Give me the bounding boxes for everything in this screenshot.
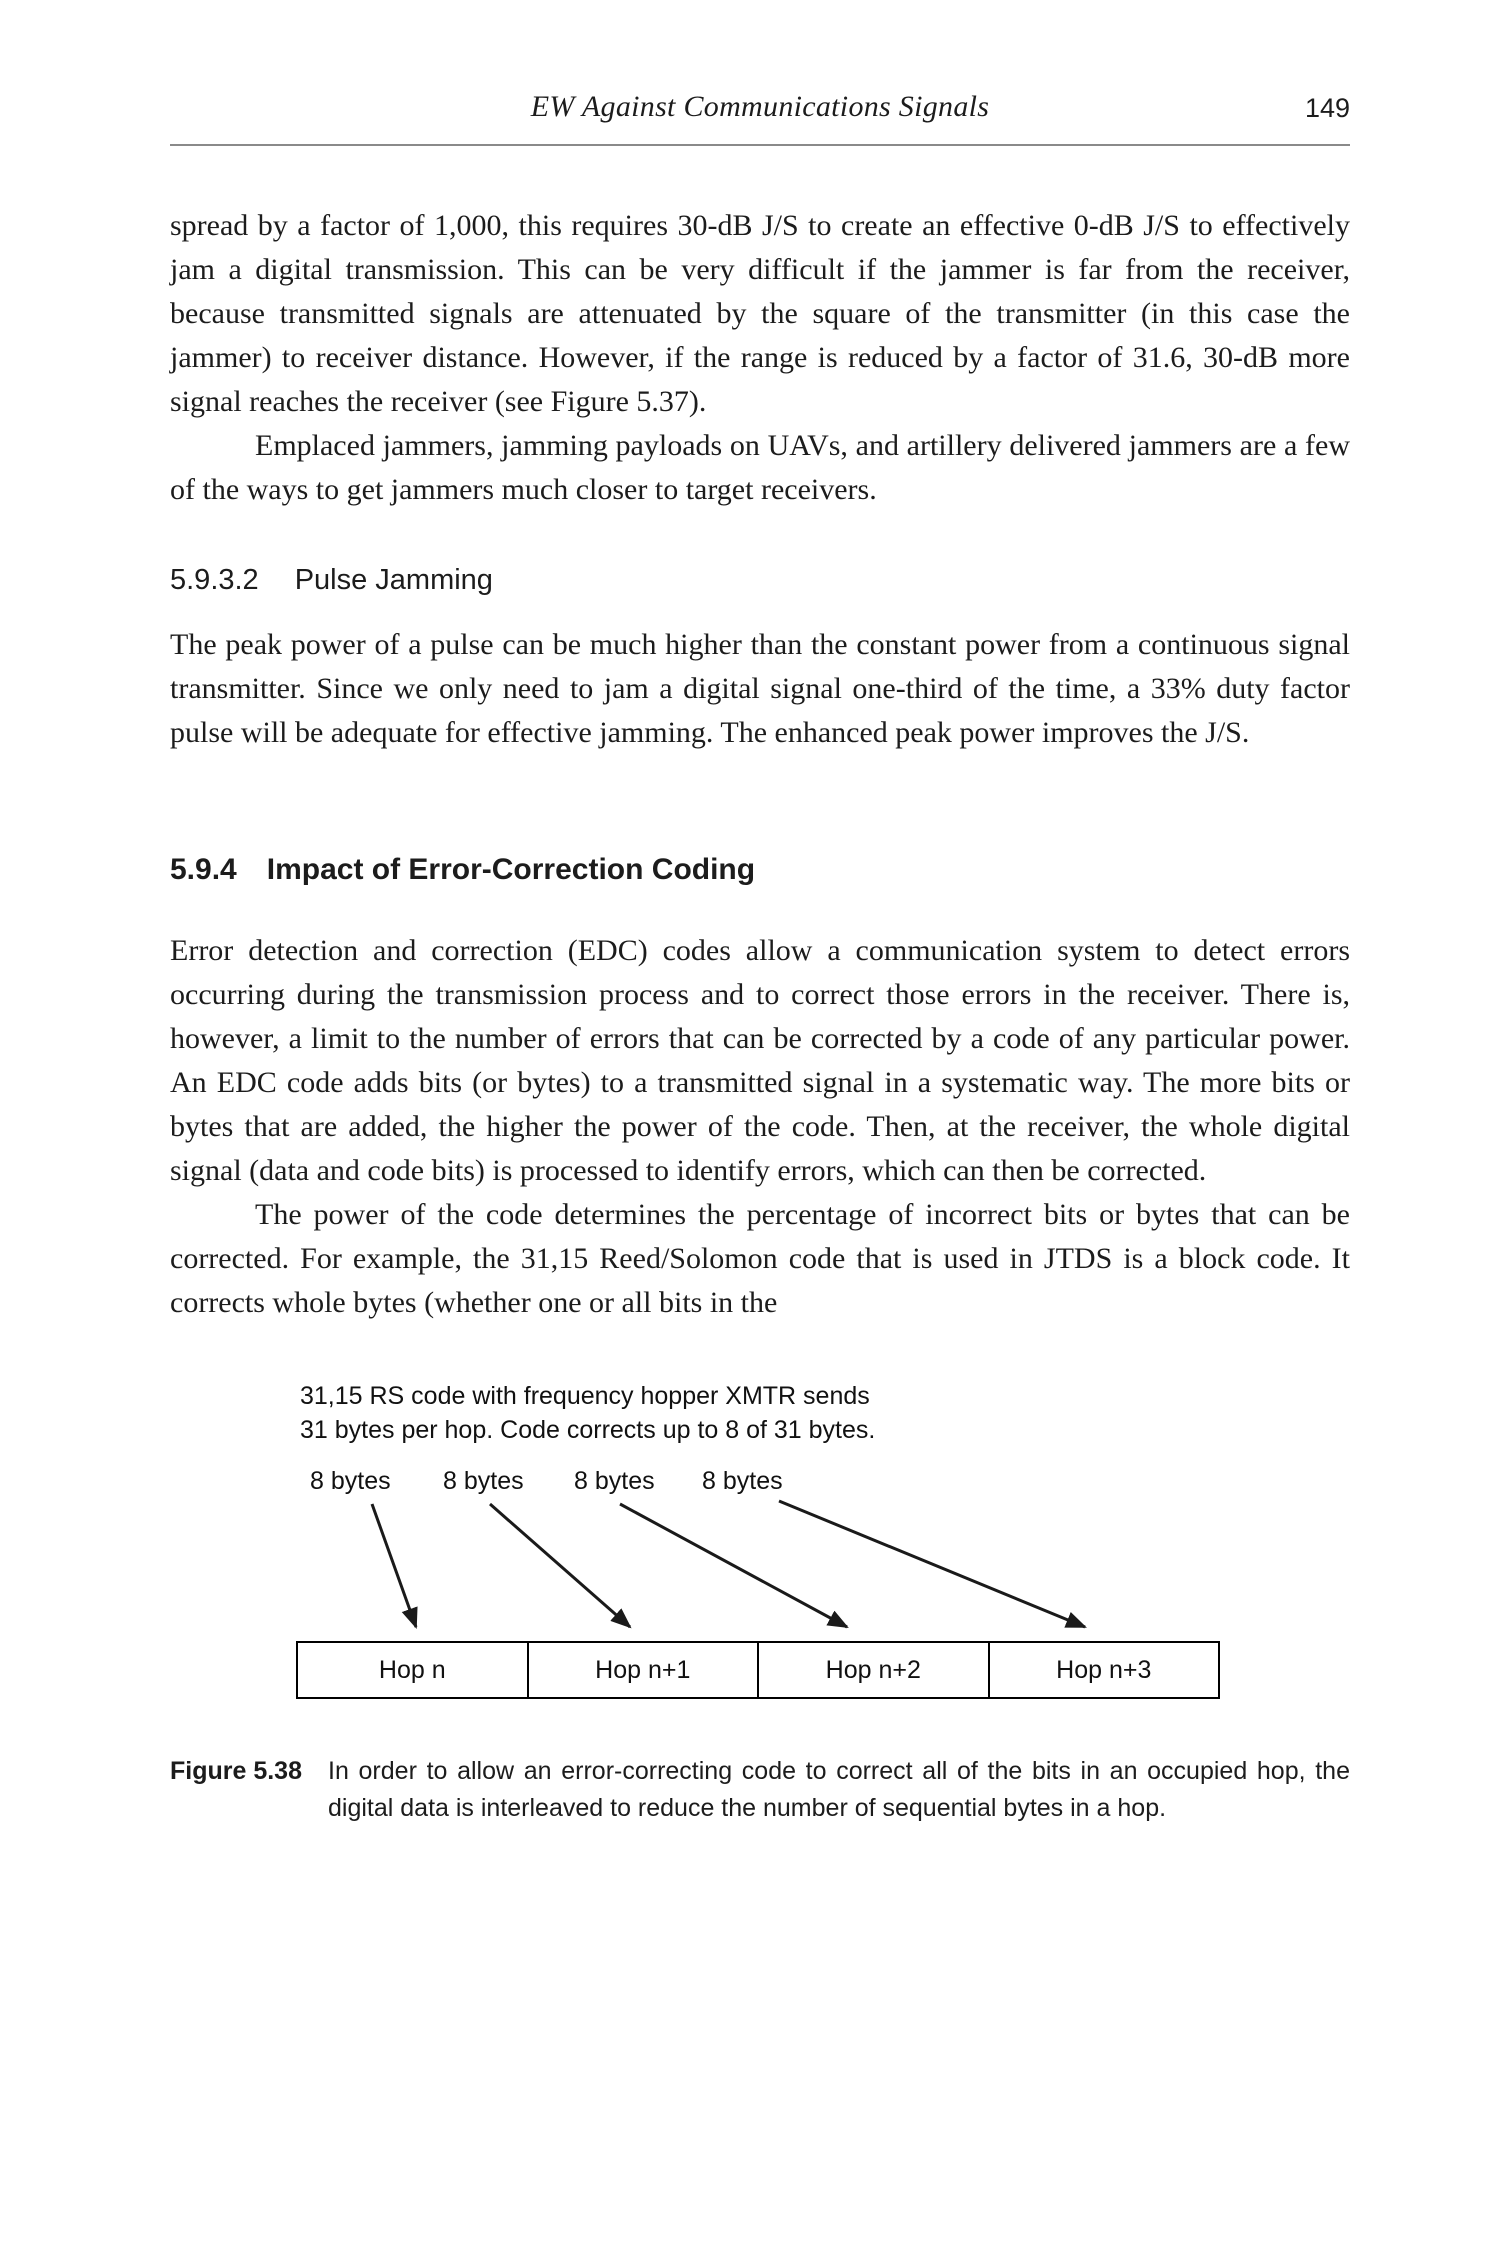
page-number: 149 <box>1304 93 1350 123</box>
figure-caption-text: In order to allow an error-correcting code to correct all of the bits in an occupied hop, the digital data is interleaved to reduce the number of sequential bytes in a hop. <box>328 1757 1350 1822</box>
figure-caption-label: Figure 5.38 <box>170 1757 302 1785</box>
heading-number: 5.9.4 <box>170 853 237 886</box>
figure-note-line-1: 31,15 RS code with frequency hopper XMTR sends <box>300 1382 870 1410</box>
arrow-1 <box>372 1504 416 1627</box>
paragraph: The peak power of a pulse can be much higher than the constant power from a continuous signal transmitter. Since we only need to jam a digital signal one-third of the time, a 33% duty factor pulse will be adequate for effective jamming. The enhanced peak power improves the J/S. <box>170 628 1350 749</box>
heading-title: Impact of Error-Correction Coding <box>266 853 756 886</box>
paragraph: spread by a factor of 1,000, this requires 30-dB J/S to create an effective 0-dB J/S to effectively jam a digital transmission. This can be very difficult if the jammer is far from the receiver, because transmitted signals are attenuated by the square of the transmitter (in this case the jammer) to receiver distance. However, if the range is reduced by a factor of 31.6, 30-dB more signal reaches the receiver (see Figure 5.37). <box>170 209 1350 418</box>
arrow-3 <box>620 1504 847 1627</box>
paragraph: Emplaced jammers, jamming payloads on UAVs, and artillery delivered jammers are a few of the ways to get jammers much closer to target receivers. <box>170 429 1350 506</box>
hop-row <box>296 1641 1220 1699</box>
arrow-2 <box>490 1504 630 1627</box>
running-title: EW Against Communications Signals <box>530 90 990 123</box>
hop-box-n: Hop n <box>296 1641 529 1699</box>
heading-number: 5.9.3.2 <box>170 564 259 596</box>
byte-label-4: 8 bytes <box>702 1467 783 1495</box>
running-header <box>170 90 1350 130</box>
figure-5-38 <box>170 1379 1350 1711</box>
heading-title: Pulse Jamming <box>294 564 493 596</box>
byte-label-2: 8 bytes <box>443 1467 524 1495</box>
figure-note-line-2: 31 bytes per hop. Code corrects up to 8 of 31 bytes. <box>300 1416 876 1444</box>
text-column <box>170 0 1350 1827</box>
hop-box-n2: Hop n+2 <box>759 1641 990 1699</box>
byte-label-3: 8 bytes <box>574 1467 655 1495</box>
paragraph: The power of the code determines the percentage of incorrect bits or bytes that can be corrected. For example, the 31,15 Reed/Solomon code that is used in JTDS is a block code. It corrects whole bytes (whether one or all bits in the <box>170 1198 1350 1319</box>
hop-box-n3: Hop n+3 <box>990 1641 1221 1699</box>
header-rule <box>170 144 1350 146</box>
body-text <box>170 204 1350 1325</box>
byte-label-1: 8 bytes <box>310 1467 391 1495</box>
figure-caption <box>170 1753 1350 1827</box>
section-heading-5-9-4 <box>170 853 1350 887</box>
subsection-heading-5-9-3-2 <box>170 564 1350 597</box>
hop-box-n1: Hop n+1 <box>529 1641 760 1699</box>
paragraph: Error detection and correction (EDC) codes allow a communication system to detect errors occurring during the transmission process and to correct those errors in the receiver. There is, however, a limit to the number of errors that can be corrected by a code of any particular power. An EDC code adds bits (or bytes) to a transmitted signal in a systematic way. The more bits or bytes that are added, the higher the power of the code. Then, at the receiver, the whole digital signal (data and code bits) is processed to identify errors, which can then be corrected. <box>170 934 1350 1187</box>
arrow-4 <box>779 1501 1085 1627</box>
